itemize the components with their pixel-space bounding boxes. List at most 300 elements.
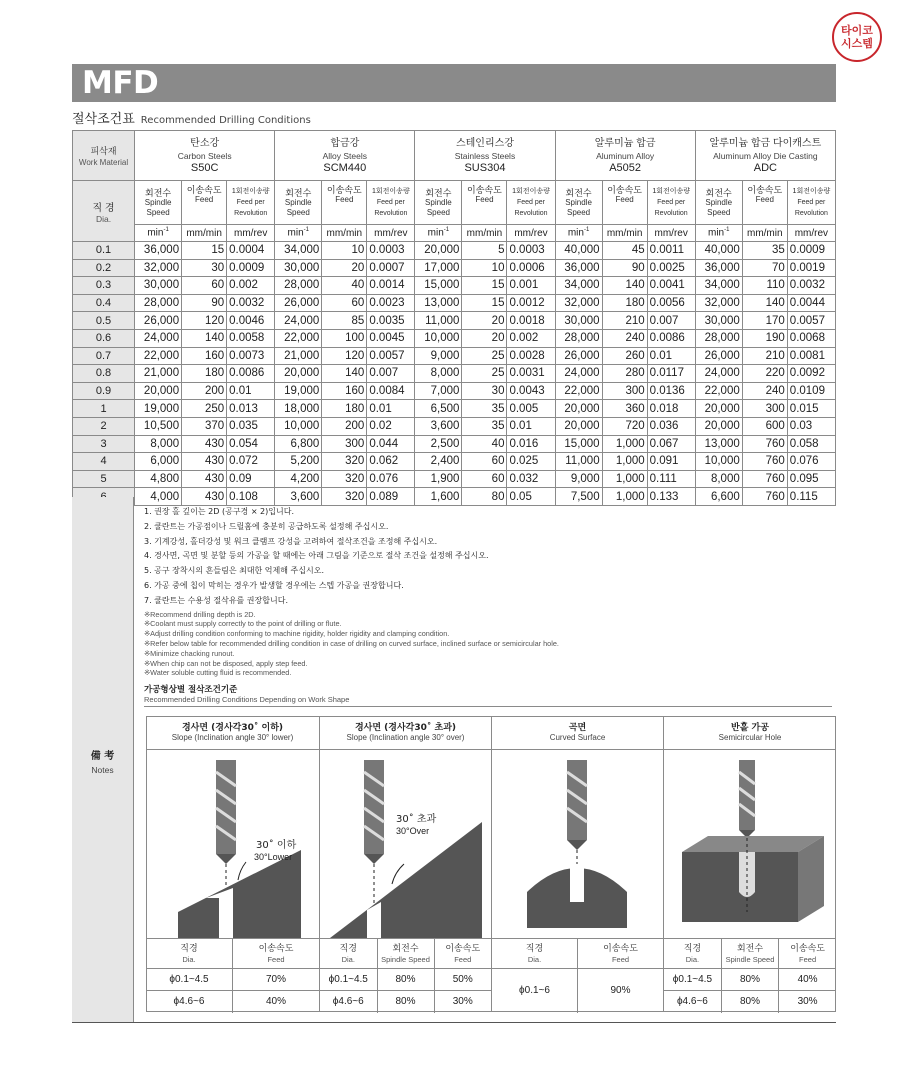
row-dia: ϕ4.6~6 <box>146 991 233 1013</box>
notes-label-en: Notes <box>91 765 114 775</box>
table-cell: 0.0068 <box>787 329 835 347</box>
table-cell: 100 <box>322 329 367 347</box>
work-shape-panels <box>146 716 836 1012</box>
table-cell: 140 <box>322 365 367 383</box>
row-feed: 50% <box>434 969 491 991</box>
table-row <box>73 312 836 330</box>
slope-workpiece <box>178 850 301 938</box>
table-cell: 0.0046 <box>227 312 275 330</box>
unit-feed: mm/min <box>322 225 367 242</box>
table-cell: 0.015 <box>787 400 835 418</box>
table-cell: 0.0003 <box>507 242 555 260</box>
note-ko: 7. 쿨란트는 수용성 절삭유를 권장합니다. <box>144 595 288 605</box>
unit-rev: mm/rev <box>507 225 555 242</box>
row-feed: 30% <box>434 991 491 1013</box>
drill-icon <box>364 760 384 864</box>
panel-semicircle <box>663 716 836 1012</box>
row-dia: 0.1 <box>73 242 135 260</box>
table-cell: 24,000 <box>695 365 742 383</box>
table-cell: 0.044 <box>367 435 415 453</box>
row-dia: 4 <box>73 453 135 471</box>
col-speed: 회전수 Spindle Speed <box>721 939 778 969</box>
material-header: 알루미늄 합금 다이캐스트 Aluminum Alloy Die Casting ADC <box>695 131 835 181</box>
table-cell: 0.0057 <box>787 312 835 330</box>
table-cell: 190 <box>742 329 787 347</box>
row-speed: 80% <box>721 991 778 1013</box>
table-cell: 0.0057 <box>367 347 415 365</box>
table-cell: 22,000 <box>555 382 602 400</box>
angle-label-ko: 30˚ 초과 <box>396 814 437 825</box>
table-cell: 300 <box>742 400 787 418</box>
row-dia: 0.8 <box>73 365 135 383</box>
table-cell: 760 <box>742 470 787 488</box>
table-row <box>73 400 836 418</box>
row-feed: 40% <box>233 991 320 1013</box>
dia-label: 직 경 Dia. <box>73 181 135 242</box>
row-feed: 90% <box>578 969 664 1013</box>
table-cell: 200 <box>322 417 367 435</box>
unit-rev: mm/rev <box>787 225 835 242</box>
table-cell: 40 <box>462 435 507 453</box>
table-cell: 0.0117 <box>647 365 695 383</box>
table-cell: 0.067 <box>647 435 695 453</box>
col-feed-per-rev: 1회전이송량 Feed per Revolution <box>367 181 415 225</box>
row-dia: ϕ0.1~6 <box>492 969 578 1013</box>
table-cell: 0.005 <box>507 400 555 418</box>
col-feed: 이송속도 Feed <box>322 181 367 225</box>
table-cell: 3,600 <box>415 417 462 435</box>
table-cell: 36,000 <box>135 242 182 260</box>
table-cell: 360 <box>602 400 647 418</box>
col-feed: 이송속도 Feed <box>434 939 491 969</box>
table-cell: 6,500 <box>415 400 462 418</box>
table-row <box>73 435 836 453</box>
table-cell: 0.0045 <box>367 329 415 347</box>
note-en: ※Adjust drilling condition conforming to machine rigidity, holder rigidity and clamping condition. <box>144 629 450 639</box>
table-cell: 0.091 <box>647 453 695 471</box>
logo-line-1: 타이코 <box>841 24 873 37</box>
table-cell: 180 <box>182 365 227 383</box>
curved-illustration <box>492 752 664 938</box>
col-spindle-speed: 회전수 Spindle Speed <box>415 181 462 225</box>
table-cell: 0.0044 <box>787 294 835 312</box>
table-cell: 0.02 <box>367 417 415 435</box>
table-cell: 20,000 <box>555 417 602 435</box>
table-cell: 25 <box>462 347 507 365</box>
subtitle-en: Recommended Drilling Conditions <box>140 115 311 126</box>
drill-icon <box>216 760 236 864</box>
table-cell: 90 <box>182 294 227 312</box>
table-cell: 3,600 <box>275 488 322 506</box>
table-cell: 320 <box>322 470 367 488</box>
note-ko: 5. 공구 장착시의 흔들림은 최대한 억제해 주십시오. <box>144 566 324 576</box>
table-cell: 760 <box>742 488 787 506</box>
material-header: 스테인리스강 Stainless Steels SUS304 <box>415 131 555 181</box>
panel-title-en: Curved Surface <box>549 733 606 742</box>
row-dia: 0.9 <box>73 382 135 400</box>
table-cell: 0.018 <box>647 400 695 418</box>
table-cell: 0.0023 <box>367 294 415 312</box>
table-cell: 15 <box>182 242 227 260</box>
table-cell: 60 <box>462 453 507 471</box>
table-cell: 25 <box>462 365 507 383</box>
col-spindle-speed: 회전수 Spindle Speed <box>135 181 182 225</box>
table-cell: 6,600 <box>695 488 742 506</box>
table-cell: 4,000 <box>135 488 182 506</box>
company-logo <box>832 12 882 62</box>
table-cell: 220 <box>742 365 787 383</box>
col-feed: 이송속도 Feed <box>182 181 227 225</box>
table-cell: 0.0043 <box>507 382 555 400</box>
unit-speed: $\min^{-1}$ <box>275 225 322 242</box>
table-cell: 0.0009 <box>787 242 835 260</box>
table-cell: 0.0081 <box>787 347 835 365</box>
panel-title-en: Semicircular Hole <box>718 733 782 742</box>
table-cell: 0.0092 <box>787 365 835 383</box>
table-row <box>73 382 836 400</box>
row-dia: 0.2 <box>73 259 135 277</box>
row-dia: ϕ0.1~4.5 <box>320 969 377 991</box>
table-cell: 20,000 <box>555 400 602 418</box>
slope-lower-table <box>146 938 319 1013</box>
table-cell: 35 <box>742 242 787 260</box>
table-cell: 20,000 <box>695 417 742 435</box>
table-cell: 6,800 <box>275 435 322 453</box>
table-cell: 0.0003 <box>367 242 415 260</box>
table-cell: 0.0004 <box>227 242 275 260</box>
table-cell: 0.0056 <box>647 294 695 312</box>
table-cell: 40 <box>322 277 367 295</box>
table-cell: 15,000 <box>555 435 602 453</box>
unit-rev: mm/rev <box>647 225 695 242</box>
table-cell: 0.0028 <box>507 347 555 365</box>
unit-feed: mm/min <box>462 225 507 242</box>
table-cell: 13,000 <box>695 435 742 453</box>
table-cell: 30,000 <box>695 312 742 330</box>
table-cell: 0.0012 <box>507 294 555 312</box>
table-cell: 0.05 <box>507 488 555 506</box>
col-spindle-speed: 회전수 Spindle Speed <box>695 181 742 225</box>
table-cell: 20 <box>322 259 367 277</box>
table-cell: 0.0109 <box>787 382 835 400</box>
subtitle <box>72 108 311 127</box>
note-ko: 4. 경사면, 곡면 및 분할 등의 가공을 할 때에는 아래 그림을 기준으로 절삭 조건을 설정해 주십시오. <box>144 551 489 561</box>
table-cell: 34,000 <box>555 277 602 295</box>
table-cell: 26,000 <box>275 294 322 312</box>
row-dia: 2 <box>73 417 135 435</box>
col-feed: 이송속도 Feed <box>233 939 320 969</box>
table-cell: 1,000 <box>602 470 647 488</box>
table-cell: 8,000 <box>135 435 182 453</box>
table-cell: 1,000 <box>602 453 647 471</box>
table-cell: 170 <box>742 312 787 330</box>
note-en: ※Recommend drilling depth is 2D. <box>144 609 256 619</box>
table-row <box>73 470 836 488</box>
table-row <box>73 417 836 435</box>
unit-rev: mm/rev <box>227 225 275 242</box>
table-cell: 210 <box>602 312 647 330</box>
row-dia: 0.3 <box>73 277 135 295</box>
table-cell: 80 <box>462 488 507 506</box>
table-cell: 760 <box>742 453 787 471</box>
semicircle-illustration <box>664 752 837 938</box>
slope-lower-illustration <box>146 752 319 938</box>
panel-title-en: Slope (Inclination angle 30° over) <box>346 733 465 742</box>
note-ko: 1. 권장 홀 깊이는 2D (공구경 × 2)입니다. <box>144 507 294 516</box>
col-spindle-speed: 회전수 Spindle Speed <box>555 181 602 225</box>
table-cell: 0.036 <box>647 417 695 435</box>
title-bar <box>72 64 836 102</box>
table-cell: 28,000 <box>275 277 322 295</box>
logo-line-2: 시스템 <box>841 37 873 50</box>
table-cell: 240 <box>602 329 647 347</box>
table-cell: 0.0032 <box>227 294 275 312</box>
table-cell: 20,000 <box>415 242 462 260</box>
table-cell: 0.089 <box>367 488 415 506</box>
table-cell: 0.001 <box>507 277 555 295</box>
panel-header <box>320 716 491 750</box>
panel-title-en: Slope (Inclination angle 30° lower) <box>171 733 294 742</box>
table-cell: 140 <box>742 294 787 312</box>
panel-title-ko: 경사면 (경사각30˚ 초과) <box>354 723 457 733</box>
table-cell: 370 <box>182 417 227 435</box>
table-cell: 26,000 <box>135 312 182 330</box>
panel-slope-lower <box>146 716 319 1012</box>
table-cell: 11,000 <box>555 453 602 471</box>
table-cell: 0.0019 <box>787 259 835 277</box>
notes-body <box>134 497 836 707</box>
note-ko: 6. 가공 중에 칩이 막히는 경우가 발생할 경우에는 스텝 가공을 권장합니다. <box>144 580 404 590</box>
table-cell: 0.0007 <box>367 259 415 277</box>
table-cell: 20 <box>462 312 507 330</box>
table-cell: 0.007 <box>647 312 695 330</box>
table-cell: 0.01 <box>227 382 275 400</box>
table-cell: 19,000 <box>275 382 322 400</box>
table-cell: 24,000 <box>275 312 322 330</box>
col-feed: 이송속도 Feed <box>578 939 664 969</box>
table-cell: 18,000 <box>275 400 322 418</box>
table-cell: 0.115 <box>787 488 835 506</box>
table-cell: 0.016 <box>507 435 555 453</box>
table-cell: 1,000 <box>602 488 647 506</box>
table-cell: 430 <box>182 435 227 453</box>
table-cell: 0.0058 <box>227 329 275 347</box>
col-feed: 이송속도 Feed <box>602 181 647 225</box>
table-cell: 35 <box>462 400 507 418</box>
col-feed-per-rev: 1회전이송량 Feed per Revolution <box>787 181 835 225</box>
table-cell: 7,000 <box>415 382 462 400</box>
table-cell: 9,000 <box>555 470 602 488</box>
shape-table-title: 가공형상별 절삭조건기준 <box>144 685 238 696</box>
row-dia: ϕ0.1~4.5 <box>664 969 721 991</box>
table-cell: 0.0018 <box>507 312 555 330</box>
col-dia: 직경 Dia. <box>492 939 578 969</box>
table-cell: 0.0014 <box>367 277 415 295</box>
panel-title-ko: 곡면 <box>568 723 587 733</box>
table-cell: 0.03 <box>787 417 835 435</box>
table-cell: 4,200 <box>275 470 322 488</box>
table-cell: 240 <box>742 382 787 400</box>
table-cell: 19,000 <box>135 400 182 418</box>
note-en: ※Refer below table for recommended drilling condition in case of drilling on curved surface, inclined surface or semicircular hole. <box>144 638 559 648</box>
material-header: 알루미늄 합금 Aluminum Alloy A5052 <box>555 131 695 181</box>
table-cell: 0.025 <box>507 453 555 471</box>
col-feed: 이송속도 Feed <box>779 939 836 969</box>
table-cell: 0.076 <box>787 453 835 471</box>
row-speed: 80% <box>377 991 434 1013</box>
table-cell: 1,900 <box>415 470 462 488</box>
col-spindle-speed: 회전수 Spindle Speed <box>275 181 322 225</box>
table-cell: 22,000 <box>695 382 742 400</box>
panel-header <box>146 716 319 750</box>
table-cell: 300 <box>602 382 647 400</box>
row-dia: ϕ0.1~4.5 <box>146 969 233 991</box>
table-row <box>73 259 836 277</box>
table-cell: 0.095 <box>787 470 835 488</box>
table-cell: 210 <box>742 347 787 365</box>
table-cell: 0.108 <box>227 488 275 506</box>
table-cell: 320 <box>322 453 367 471</box>
table-row <box>73 277 836 295</box>
row-dia: 5 <box>73 470 135 488</box>
unit-speed: $\min^{-1}$ <box>135 225 182 242</box>
panel-slope-over <box>319 716 491 1012</box>
table-cell: 200 <box>182 382 227 400</box>
table-cell: 0.013 <box>227 400 275 418</box>
table-cell: 10,000 <box>695 453 742 471</box>
table-cell: 34,000 <box>275 242 322 260</box>
table-cell: 0.0009 <box>227 259 275 277</box>
table-cell: 30 <box>462 382 507 400</box>
table-cell: 60 <box>462 470 507 488</box>
table-cell: 17,000 <box>415 259 462 277</box>
table-cell: 760 <box>742 435 787 453</box>
table-cell: 36,000 <box>695 259 742 277</box>
table-cell: 26,000 <box>695 347 742 365</box>
table-cell: 0.035 <box>227 417 275 435</box>
table-cell: 60 <box>182 277 227 295</box>
table-cell: 20,000 <box>275 365 322 383</box>
table-cell: 0.01 <box>367 400 415 418</box>
unit-feed: mm/min <box>182 225 227 242</box>
table-cell: 0.0025 <box>647 259 695 277</box>
table-cell: 4,800 <box>135 470 182 488</box>
table-row <box>73 242 836 260</box>
subtitle-ko: 절삭조건표 <box>72 112 135 127</box>
table-cell: 260 <box>602 347 647 365</box>
table-cell: 0.076 <box>367 470 415 488</box>
table-cell: 15,000 <box>415 277 462 295</box>
panel-header <box>492 716 663 750</box>
page-title: MFD <box>82 65 159 101</box>
table-cell: 0.111 <box>647 470 695 488</box>
note-en: ※Water soluble cutting fluid is recommended. <box>144 668 292 678</box>
col-feed-per-rev: 1회전이송량 Feed per Revolution <box>227 181 275 225</box>
unit-feed: mm/min <box>742 225 787 242</box>
angle-label-en: 30°Lower <box>254 852 293 862</box>
table-row <box>73 347 836 365</box>
notes-label-ko: 備 考 <box>90 751 115 762</box>
table-cell: 2,400 <box>415 453 462 471</box>
table-cell: 120 <box>182 312 227 330</box>
work-material-label: 피삭재 Work Material <box>73 131 135 181</box>
table-cell: 10,000 <box>415 329 462 347</box>
table-cell: 0.01 <box>507 417 555 435</box>
unit-speed: $\min^{-1}$ <box>555 225 602 242</box>
row-dia: ϕ4.6~6 <box>664 991 721 1013</box>
table-cell: 24,000 <box>135 329 182 347</box>
col-feed-per-rev: 1회전이송량 Feed per Revolution <box>507 181 555 225</box>
table-cell: 180 <box>322 400 367 418</box>
table-cell: 1,600 <box>415 488 462 506</box>
table-cell: 6,000 <box>135 453 182 471</box>
col-feed: 이송속도 Feed <box>462 181 507 225</box>
table-cell: 0.0136 <box>647 382 695 400</box>
table-cell: 0.058 <box>787 435 835 453</box>
table-cell: 0.054 <box>227 435 275 453</box>
curved-table <box>492 938 663 1013</box>
table-cell: 60 <box>322 294 367 312</box>
table-row <box>73 329 836 347</box>
table-cell: 21,000 <box>275 347 322 365</box>
table-cell: 20,000 <box>695 400 742 418</box>
table-cell: 30 <box>182 259 227 277</box>
table-cell: 30,000 <box>135 277 182 295</box>
table-cell: 9,000 <box>415 347 462 365</box>
table-cell: 10,000 <box>275 417 322 435</box>
table-cell: 0.0031 <box>507 365 555 383</box>
table-cell: 0.0041 <box>647 277 695 295</box>
table-cell: 0.01 <box>647 347 695 365</box>
table-cell: 28,000 <box>555 329 602 347</box>
col-feed-per-rev: 1회전이송량 Feed per Revolution <box>647 181 695 225</box>
table-cell: 160 <box>322 382 367 400</box>
table-cell: 320 <box>322 488 367 506</box>
semicircle-table <box>664 938 836 1013</box>
col-dia: 직경 Dia. <box>664 939 721 969</box>
cutting-conditions-table <box>72 130 836 506</box>
table-cell: 0.0084 <box>367 382 415 400</box>
table-cell: 5 <box>462 242 507 260</box>
unit-speed: $\min^{-1}$ <box>695 225 742 242</box>
table-cell: 0.0011 <box>647 242 695 260</box>
row-dia: 3 <box>73 435 135 453</box>
table-cell: 13,000 <box>415 294 462 312</box>
note-ko: 3. 기계강성, 홀더강성 및 워크 클램프 강성을 고려하여 절삭조건을 조정해 주십시오. <box>144 536 438 546</box>
table-cell: 0.002 <box>507 329 555 347</box>
table-cell: 0.062 <box>367 453 415 471</box>
slope-over-illustration <box>320 752 492 938</box>
table-cell: 0.0086 <box>647 329 695 347</box>
note-en: ※When chip can not be disposed, apply step feed. <box>144 658 308 668</box>
table-row <box>73 453 836 471</box>
row-feed: 70% <box>233 969 320 991</box>
table-cell: 5,200 <box>275 453 322 471</box>
table-cell: 140 <box>182 329 227 347</box>
table-cell: 40,000 <box>695 242 742 260</box>
table-cell: 0.09 <box>227 470 275 488</box>
table-cell: 160 <box>182 347 227 365</box>
table-cell: 280 <box>602 365 647 383</box>
table-cell: 0.133 <box>647 488 695 506</box>
table-row <box>73 294 836 312</box>
col-dia: 직경 Dia. <box>146 939 233 969</box>
table-cell: 250 <box>182 400 227 418</box>
panel-header <box>664 716 836 750</box>
table-cell: 28,000 <box>695 329 742 347</box>
table-cell: 720 <box>602 417 647 435</box>
row-speed: 80% <box>721 969 778 991</box>
